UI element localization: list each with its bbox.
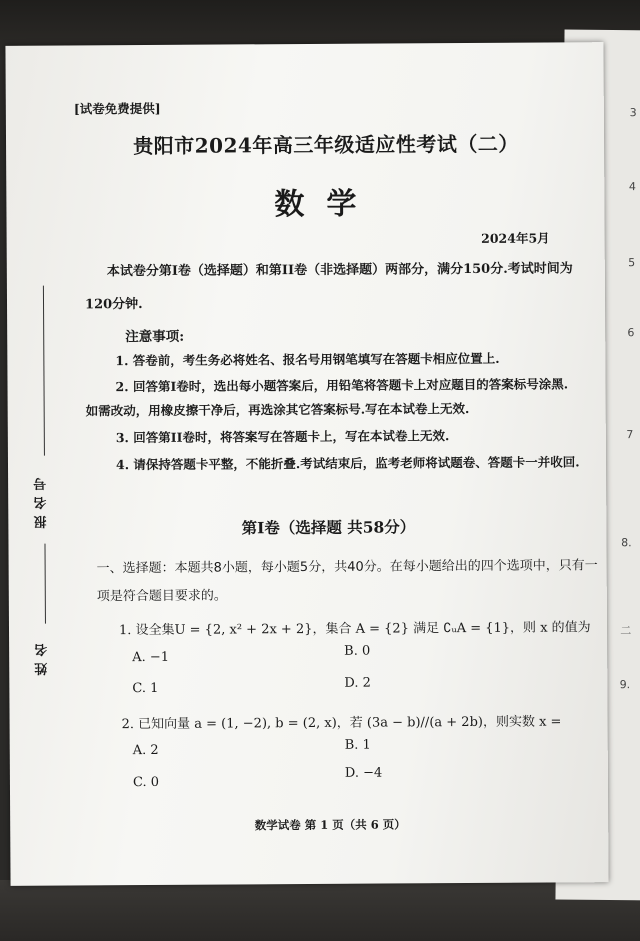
page-footer: 数学试卷 第 1 页（共 6 页） <box>254 817 406 833</box>
edge-number: 二 <box>620 624 632 638</box>
edge-number: 7 <box>626 428 634 442</box>
intro-line-1: 本试卷分第I卷（选择题）和第II卷（非选择题）两部分，满分150分.考试时间为 <box>106 261 573 280</box>
question-2-option-c: C. 0 <box>132 774 160 791</box>
edge-number: 4 <box>628 180 636 194</box>
exam-paper-page <box>5 42 608 886</box>
subject-title: 数学 <box>274 186 379 223</box>
free-paper-tag: [试卷免费提供] <box>73 100 161 117</box>
note-item: 3. 回答第II卷时，将答案写在答题卡上，写在本试卷上无效. <box>115 428 450 446</box>
exam-date: 2024年5月 <box>481 230 550 246</box>
edge-number: 8. <box>621 536 632 550</box>
notes-title: 注意事项: <box>125 328 185 346</box>
question-1-stem: 1. 设全集U = {2, x² + 2x + 2}，集合 A = {2} 满足 ∁ᵤA = {1}，则 x 的值为 <box>118 620 591 639</box>
question-2-stem: 2. 已知向量 a = (1, −2), b = (2, x)，若 (3a − b)//(a + 2b)，则实数 x = <box>121 714 562 733</box>
question-2-option-d: D. −4 <box>344 765 383 781</box>
note-item: 4. 请保持答题卡平整，不能折叠.考试结束后，监考老师将试题卷、答题卡一并收回. <box>115 454 580 473</box>
edge-number: 9. <box>619 678 631 692</box>
section-title: 第I卷（选择题 共58分） <box>241 517 416 538</box>
binding-line <box>44 544 45 624</box>
section-intro-line-2: 项是符合题目要求的。 <box>96 588 227 605</box>
intro-line-2: 120分钟. <box>84 297 143 313</box>
question-1-option-c: C. 1 <box>132 680 159 697</box>
binding-label-registration-number: 报名号 <box>34 471 50 529</box>
question-1-option-b: B. 0 <box>344 643 371 659</box>
table-surface-bottom <box>0 880 640 941</box>
question-1-option-a: A. −1 <box>132 649 170 666</box>
section-intro-line-1: 一、选择题：本题共8小题，每小题5分，共40分。在每小题给出的四个选项中，只有一 <box>96 558 598 577</box>
edge-number: 3 <box>629 106 637 120</box>
question-2-option-b: B. 1 <box>344 737 371 753</box>
edge-number: 6 <box>627 326 635 340</box>
exam-title: 贵阳市2024年高三年级适应性考试（二） <box>133 131 519 159</box>
question-1-option-d: D. 2 <box>344 675 371 691</box>
note-item-continuation: 如需改动，用橡皮擦干净后，再选涂其它答案标号.写在本试卷上无效. <box>85 401 470 419</box>
binding-line <box>43 286 45 456</box>
question-2-option-a: A. 2 <box>132 742 159 759</box>
edge-number: 5 <box>628 256 636 270</box>
binding-label-name: 姓名 <box>35 637 51 676</box>
note-item: 1. 答卷前，考生务必将姓名、报名号用钢笔填写在答题卡相应位置上. <box>115 350 500 369</box>
note-item: 2. 回答第I卷时，选出每小题答案后，用铅笔将答题卡上对应题目的答案标号涂黑. <box>115 376 569 395</box>
